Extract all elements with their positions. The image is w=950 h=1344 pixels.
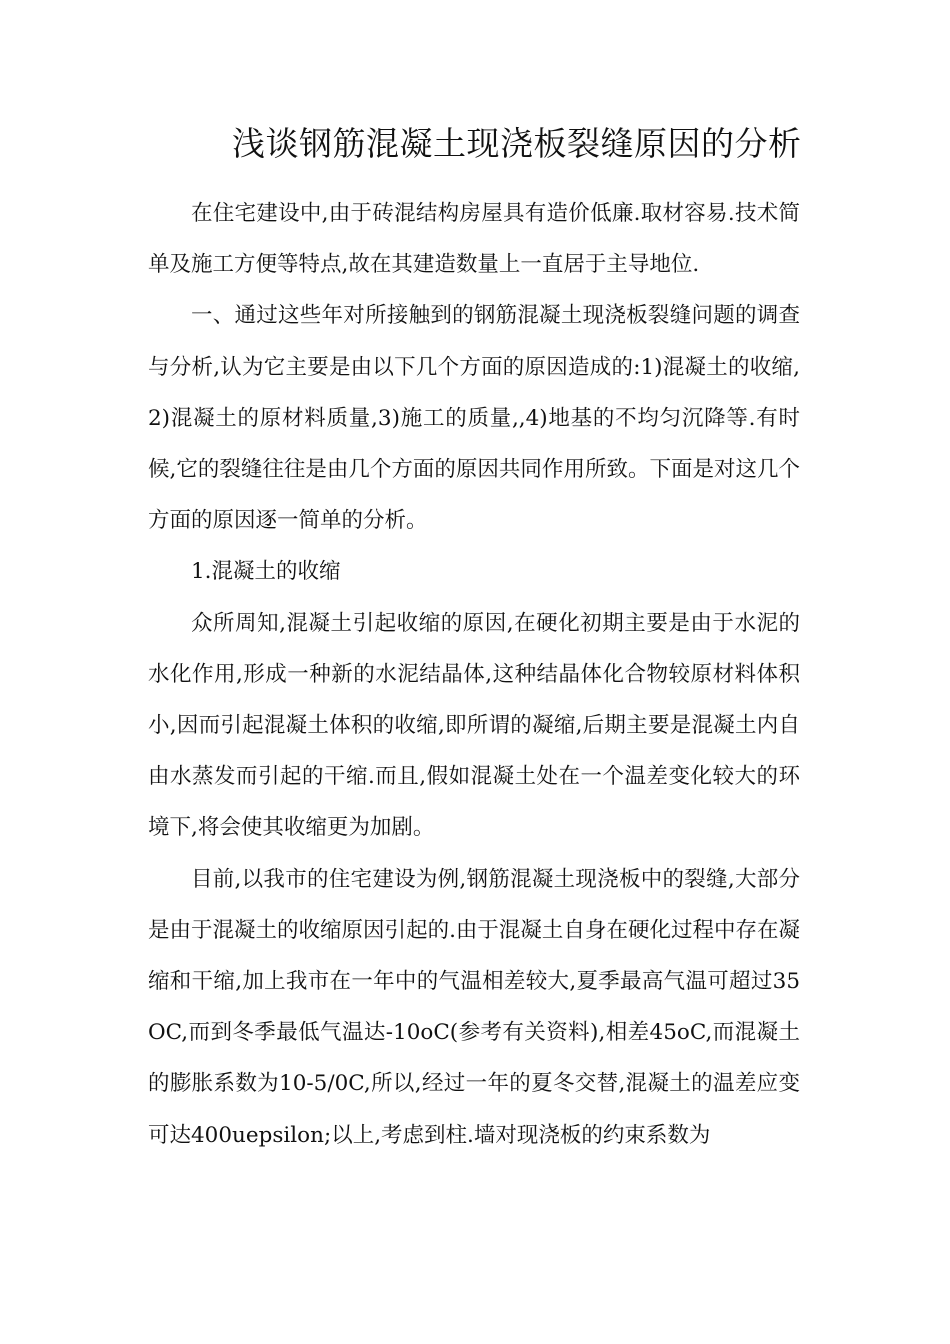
- paragraph-intro: 在住宅建设中,由于砖混结构房屋具有造价低廉.取材容易.技术简单及施工方便等特点,故在其建造数量上一直居于主导地位.: [148, 201, 800, 278]
- document-title: 浅谈钢筋混凝土现浇板裂缝原因的分析: [232, 124, 802, 163]
- paragraph-local-example: 目前,以我市的住宅建设为例,钢筋混凝土现浇板中的裂缝,大部分是由于混凝土的收缩原因引起的.由于混凝土自身在硬化过程中存在凝缩和干缩,加上我市在一年中的气温相差较大,夏季最高气温可超过35OC,而到冬季最低气温达-10oC(参考有关资料),相差45oC,而混凝土的膨胀系数为10-5/0C,所以,经过一年的夏冬交替,混凝土的温差应变可达400uepsilon;以上,考虑到柱.墙对现浇板的约束系数为: [148, 866, 800, 1148]
- section-heading-shrinkage: 1.混凝土的收缩: [191, 559, 341, 585]
- paragraph-shrinkage-mechanism: 众所周知,混凝土引起收缩的原因,在硬化初期主要是由于水泥的水化作用,形成一种新的水泥结晶体,这种结晶体化合物较原材料体积小,因而引起混凝土体积的收缩,即所谓的凝缩,后期主要是混凝土内自由水蒸发而引起的干缩.而且,假如混凝土处在一个温差变化较大的环境下,将会使其收缩更为加剧。: [148, 610, 800, 841]
- paragraph-causes-overview: 一、通过这些年对所接触到的钢筋混凝土现浇板裂缝问题的调查与分析,认为它主要是由以下几个方面的原因造成的:1)混凝土的收缩,2)混凝土的原材料质量,3)施工的质量,,4)地基的不均匀沉降等.有时候,它的裂缝往往是由几个方面的原因共同作用所致。下面是对这几个方面的原因逐一简单的分析。: [148, 303, 800, 534]
- document-body: [148, 188, 800, 1161]
